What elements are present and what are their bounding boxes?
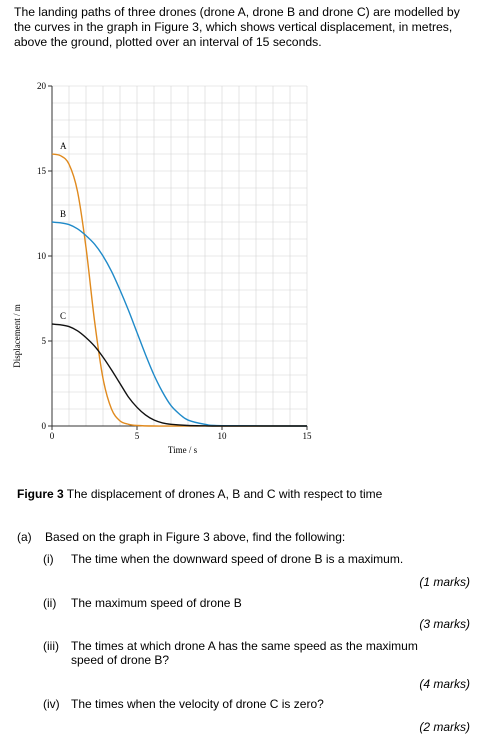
chart-series (52, 141, 307, 426)
question-iii-number: (iii) (43, 639, 59, 653)
y-tick-label: 15 (37, 166, 46, 176)
x-tick-label: 10 (217, 431, 227, 441)
figure-label: Figure 3 (17, 487, 64, 501)
displacement-chart (0, 70, 485, 465)
intro-text: The landing paths of three drones (drone A, drone B and drone C) are modelled by the curves in the graph in Figure 3, which shows vertical displacement, in metres, above the ground, plotted over an interval of 15 seconds. (14, 5, 460, 49)
question-i-number: (i) (43, 552, 54, 566)
question-i-text: The time when the downward speed of drone B is a maximum. (71, 552, 404, 566)
y-tick-label: 0 (41, 421, 46, 431)
question-ii-number: (ii) (43, 596, 57, 610)
question-i-marks: (1 marks) (419, 575, 470, 589)
question-iii-text: The times at which drone A has the same speed as the maximum speed of drone B? (71, 639, 418, 667)
series-label-a: A (60, 141, 67, 151)
y-tick-label: 20 (37, 81, 46, 91)
chart-grid (52, 86, 307, 426)
figure-caption-text: The displacement of drones A, B and C with respect to time (63, 487, 383, 501)
question-ii-text: The maximum speed of drone B (71, 596, 242, 610)
question-a-number: (a) (17, 530, 32, 544)
x-axis-label: Time / s (167, 445, 198, 455)
figure-caption (17, 487, 382, 501)
question-a-text: Based on the graph in Figure 3 above, find the following: (45, 530, 346, 544)
series-label-c: C (60, 311, 67, 321)
chart-axes (37, 81, 312, 441)
y-tick-label: 5 (41, 336, 46, 346)
x-tick-label: 0 (49, 431, 55, 441)
series-label-b: B (60, 209, 67, 219)
question-iv-marks: (2 marks) (419, 720, 470, 734)
y-tick-label: 10 (37, 251, 46, 261)
question-ii-marks: (3 marks) (419, 617, 470, 631)
x-tick-label: 5 (134, 431, 140, 441)
y-axis-label: Displacement / m (12, 304, 22, 368)
x-tick-label: 15 (302, 431, 312, 441)
question-iv-number: (iv) (43, 697, 60, 711)
question-iii-marks: (4 marks) (419, 677, 470, 691)
question-iv-text: The times when the velocity of drone C is zero? (71, 697, 324, 711)
